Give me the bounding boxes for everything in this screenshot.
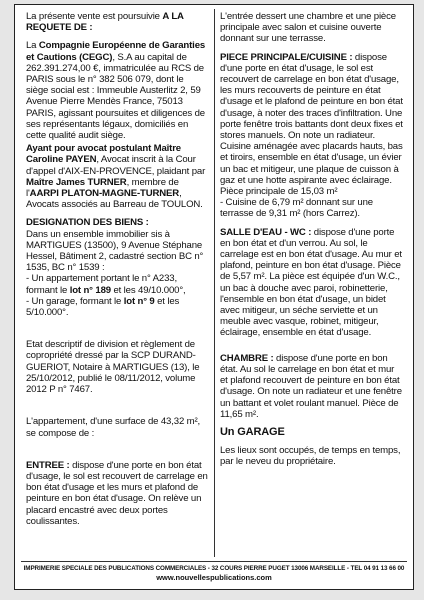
designation-paragraph: Dans un ensemble immobilier sis à MARTIGUES (13500), 9 Avenue Stéphane Hessel, Bâtiment 2, cadastré section BC n° 1535, BC n° 1539 : bbox=[26, 228, 204, 274]
printer-footer bbox=[21, 561, 407, 584]
lot-apartment: - Un appartement portant le n° A233, formant le lot n° 189 et les 49/10.000°, bbox=[26, 273, 186, 296]
printer-website: www.nouvellespublications.com bbox=[156, 573, 272, 582]
printer-address: IMPRIMERIE SPECIALE DES PUBLICATIONS COMMERCIALES - 32 COURS PIERRE PUGET 13006 MARSEILLE - TEL 04 91 13 66 00 bbox=[23, 565, 405, 572]
piece-principale-paragraph: PIECE PRINCIPALE/CUISINE : dispose d'une porte en état d'usage, le sol est recouvert de carrelage en bon état d'usage, les murs recouverts de peinture en état d'usage et le plafond de peinture en bon état d'usage, à noter des traces d'infiltration. Une porte fenêtre trois battants dont deux fixes et stores manuels. On note un radiateur. bbox=[220, 51, 403, 142]
company-paragraph: La Compagnie Européenne de Garanties et Cautions (CEGC), S.A au capital de 262.391.274,00 €, immatriculée au RCS de PARIS sous le n° 382 506 079, dont le siège social est : Immeuble Austerlitz 2, 59 Avenue Pierre Mendès France, 75013 PARIS, agissant poursuites et diligences de ses représentants légaux, domiciliés en cette qualité audit siège. bbox=[26, 40, 206, 142]
cuisine-paragraph: Cuisine aménagée avec placards hauts, bas et tiroirs, ensemble en état d'usage, un évier un bac et mitigeur, une plaque de cuisson à gaz et une hotte aspirante avec éclairage. bbox=[220, 141, 403, 186]
entree-continued: L'entrée dessert une chambre et une pièce principale avec salon et cuisine ouverte donnant sur une terrasse. bbox=[220, 11, 396, 45]
entree-paragraph: ENTREE : dispose d'une porte en bon état d'usage, le sol est recouvert de carrelage en bon état d'usage et les murs et plafond de peinture en bon état d'usage. On relève un placard encastré avec deux portes coulissantes. bbox=[26, 459, 208, 527]
piece-surface: Pièce principale de 15,03 m² bbox=[220, 186, 338, 198]
occupation-paragraph: Les lieux sont occupés, de temps en temps, par le neveu du propriétaire. bbox=[220, 445, 401, 468]
column-divider bbox=[214, 9, 215, 557]
designation-heading: DESIGNATION DES BIENS : bbox=[26, 217, 149, 229]
intro-text bbox=[26, 11, 208, 33]
lot-garage: - Un garage, formant le lot n° 9 et les 5/10.000°. bbox=[26, 295, 180, 319]
cuisine-surface: - Cuisine de 6,79 m² donnant sur une terrasse de 9,31 m² (hors Carrez). bbox=[220, 197, 373, 220]
surface-paragraph: L'appartement, d'une surface de 43,32 m², se compose de : bbox=[26, 416, 201, 439]
salle-eau-paragraph: SALLE D'EAU - WC : dispose d'une porte en bon état et d'un verrou. Au sol, le carrelage est en bon état d'usage. Au mur et plafond, peinture en bon état d'usage. Pièce de 5,57 m². La pièce est équipée d'un W.C., un bac à douche avec paroi, robinetterie, l'ensemble en bon état d'usage, un bidet avec mitigeur, un séche serviette et un meuble avec vasque, robinet, mitigeur, éclairage, ensemble en état d'usage. bbox=[220, 226, 402, 339]
chambre-paragraph: CHAMBRE : dispose d'une porte en bon état. Au sol le carrelage en bon état et mur et plafond recouvert de peinture en bon état d'usage. On note un radiateur et une fenêtre un battant et volet roulant manuel. Pièce de 11,65 m². bbox=[220, 352, 402, 420]
intro-text-part: La présente vente est poursuivie A LA REQUETE DE : bbox=[26, 11, 184, 34]
right-column bbox=[220, 11, 403, 468]
left-column bbox=[26, 11, 208, 527]
lawyer-paragraph: Ayant pour avocat postulant Maître Caroline PAYEN, Avocat inscrit à la Cour d'appel d'AIX-EN-PROVENCE, plaidant par Maître James TURNER, membre de l'AARPI PLATON-MAGNE-TURNER, Avocats associés au Barreau de TOULON. bbox=[26, 143, 206, 211]
legal-notice-page bbox=[14, 4, 414, 590]
garage-heading: Un GARAGE bbox=[220, 425, 285, 438]
etat-descriptif: Etat descriptif de division et règlement de copropriété dressé par la SCP DURAND-GUERIOT, Notaire à MARTIGUES (13), le 25/10/2012, publié le 08/11/2012, volume 2012 P n° 7467. bbox=[26, 339, 200, 396]
